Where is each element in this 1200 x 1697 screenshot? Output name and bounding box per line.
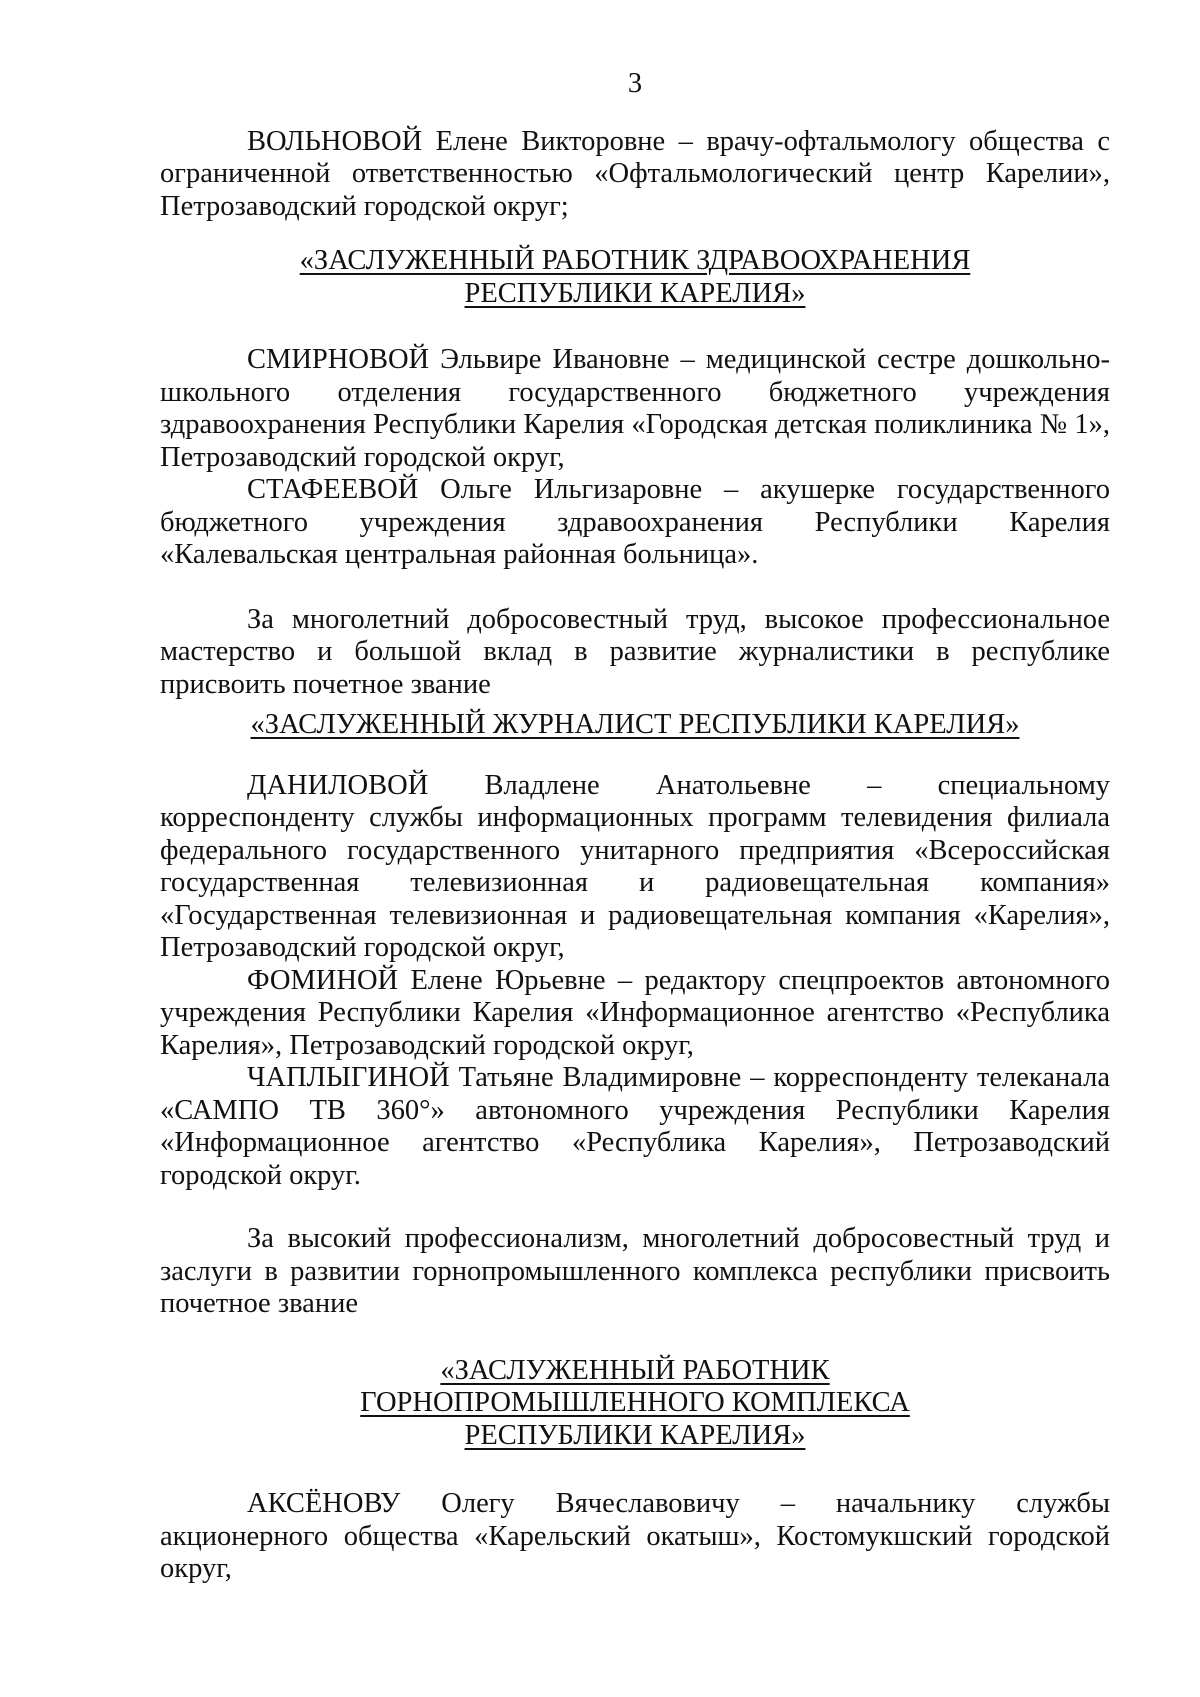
heading-honored-mining-worker: [160, 1355, 1110, 1453]
document-page: [160, 68, 1110, 1586]
heading-line: РЕСПУБЛИКИ КАРЕЛИЯ»: [464, 277, 806, 309]
paragraph-smirnova: СМИРНОВОЙ Эльвире Ивановне – медицинской сестре дошкольно-школьного отделения государственного бюджетного учреждения здравоохранения Республики Карелия «Городская детская поликлиника № 1», Петрозаводский городской округ,: [160, 344, 1110, 473]
heading-honored-health-worker: [160, 245, 1110, 310]
heading-line: РЕСПУБЛИКИ КАРЕЛИЯ»: [464, 1419, 806, 1451]
page-number: 3: [627, 68, 643, 99]
paragraph-journalism-intro: За многолетний добросовестный труд, высокое профессиональное мастерство и большой вклад в развитие журналистики в республике присвоить почетное звание: [160, 603, 1110, 700]
paragraph-danilova: ДАНИЛОВОЙ Владлене Анатольевне – специальному корреспонденту службы информационных программ телевидения филиала федерального государственного унитарного предприятия «Всероссийская государственная телевизионная и радиовещательная компания» «Государственная телевизионная и радиовещательная компания «Карелия», Петрозаводский городской округ,: [160, 769, 1110, 963]
heading-line: «ЗАСЛУЖЕННЫЙ РАБОТНИК: [440, 1354, 830, 1386]
heading-honored-journalist: «ЗАСЛУЖЕННЫЙ ЖУРНАЛИСТ РЕСПУБЛИКИ КАРЕЛИЯ»: [250, 709, 1020, 740]
spacer: [160, 310, 1110, 344]
paragraph-chaplygina: ЧАПЛЫГИНОЙ Татьяне Владимировне – корреспонденту телеканала «САМПО ТВ 360°» автономного учреждения Республики Карелия «Информационное агентство «Республика Карелия», Петрозаводский городской округ.: [160, 1062, 1110, 1191]
spacer: [160, 742, 1110, 770]
paragraph-aksenov: АКСЁНОВУ Олегу Вячеславовичу – начальнику службы акционерного общества «Карельский окатыш», Костомукшский городской округ,: [160, 1488, 1110, 1584]
paragraph-fomina: ФОМИНОЙ Елене Юрьевне – редактору спецпроектов автономного учреждения Республики Карелия «Информационное агентство «Республика Карелия», Петрозаводский городской округ,: [160, 964, 1110, 1061]
spacer: [160, 1321, 1110, 1355]
spacer: [160, 572, 1110, 604]
paragraph-volnova: ВОЛЬНОВОЙ Елене Викторовне – врачу-офтальмологу общества с ограниченной ответственностью «Офтальмологический центр Карелии», Петрозаводский городской округ;: [160, 125, 1110, 222]
spacer: [160, 1192, 1110, 1223]
paragraph-stafeeva: СТАФЕЕВОЙ Ольге Ильгизаровне – акушерке государственного бюджетного учреждения здравоохранения Республики Карелия «Калевальская центральная районная больница».: [160, 474, 1110, 570]
heading-line: «ЗАСЛУЖЕННЫЙ РАБОТНИК ЗДРАВООХРАНЕНИЯ: [299, 245, 971, 276]
spacer: [160, 1452, 1110, 1488]
heading-line: ГОРНОПРОМЫШЛЕННОГО КОМПЛЕКСА: [360, 1387, 910, 1418]
paragraph-mining-intro: За высокий профессионализм, многолетний добросовестный труд и заслуги в развитии горнопромышленного комплекса республики присвоить почетное звание: [160, 1223, 1110, 1319]
spacer: [160, 223, 1110, 245]
spacer: [160, 701, 1110, 709]
